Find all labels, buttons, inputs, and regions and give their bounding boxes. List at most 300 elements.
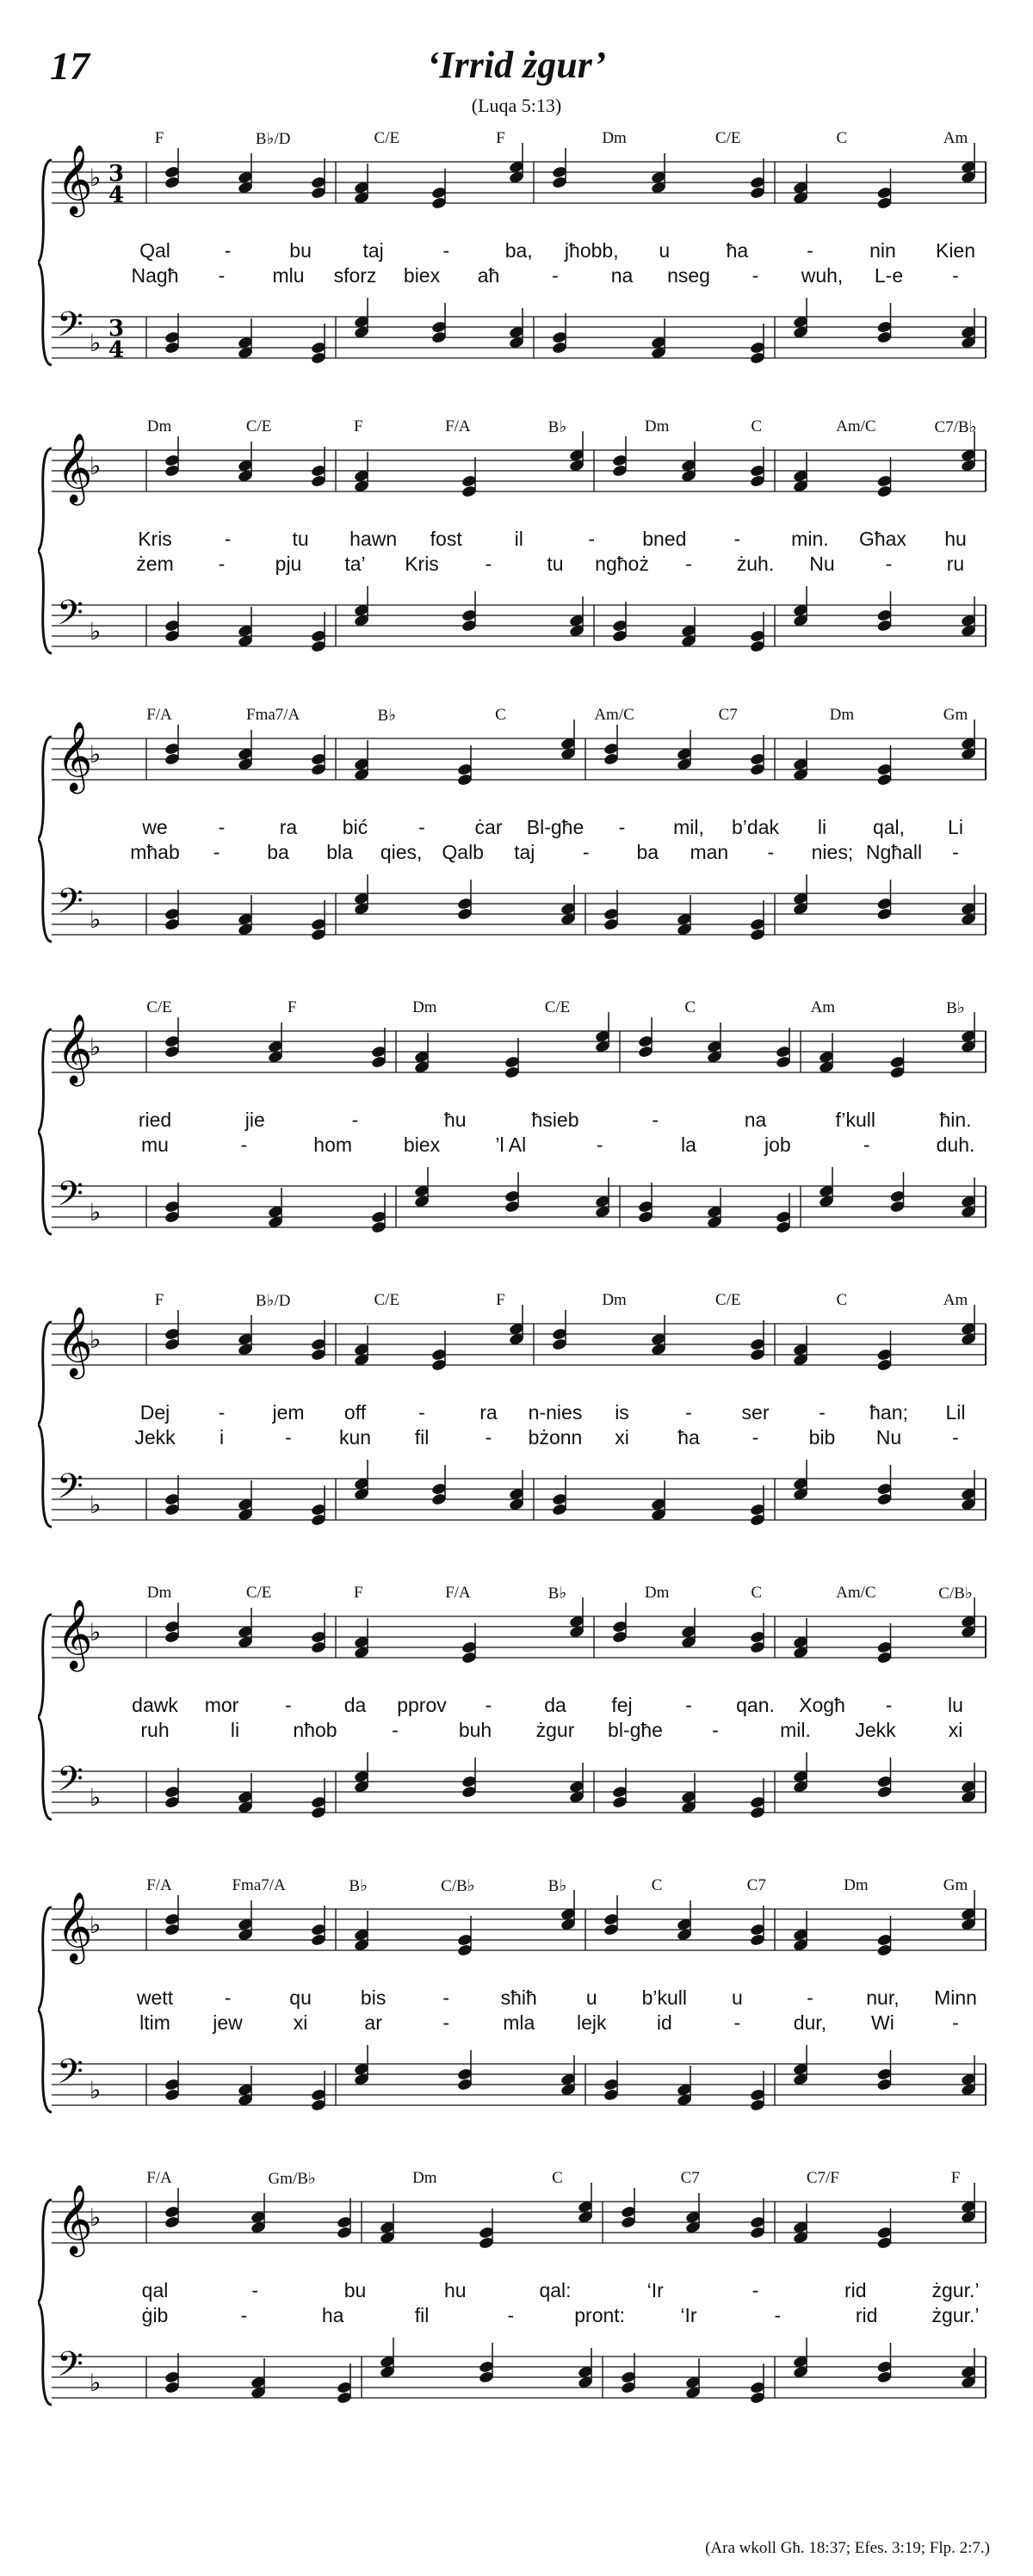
lyric-verse-1: - <box>351 1109 359 1131</box>
lyric-verse-2: - <box>218 553 226 575</box>
lyric-verse-2: Kris <box>405 553 439 575</box>
lyric-verse-2: ba <box>636 841 659 863</box>
lyric-verse-2: - <box>774 2304 782 2326</box>
chord-symbol: Am <box>943 129 968 147</box>
lyric-verse-2: jew <box>213 2011 243 2034</box>
lyric-verse-1: bned <box>642 528 687 550</box>
chord-symbol: C/B♭ <box>441 1877 475 1895</box>
music-system <box>0 417 1033 710</box>
chord-symbol: Dm <box>146 417 172 436</box>
lyric-verse-2: Wi <box>871 2011 894 2034</box>
lyric-verse-2: ġib <box>141 2304 169 2326</box>
lyric-verse-2: żuh. <box>736 553 775 575</box>
lyric-verse-2: ruh <box>140 1719 170 1741</box>
lyric-verse-1: u <box>585 1986 597 2009</box>
lyric-verse-2: qies, <box>380 841 423 863</box>
lyric-verse-1: - <box>819 1401 826 1424</box>
chord-symbol: B♭/D <box>255 1292 291 1310</box>
lyric-verse-1: we <box>142 816 168 838</box>
lyric-verse-1: bu <box>289 239 312 262</box>
time-signature-bottom: 4 <box>108 182 125 208</box>
lyric-verse-1: li <box>817 816 827 838</box>
chord-symbol: C/E <box>544 998 571 1016</box>
lyric-verse-1: ċar <box>474 816 503 838</box>
chord-symbol: C7/B♭ <box>934 418 977 436</box>
chord-symbol: Fma7/A <box>246 706 300 724</box>
lyric-verse-1: - <box>685 1401 692 1424</box>
treble-staff <box>52 1891 990 1961</box>
chord-symbol: Fma7/A <box>232 1876 286 1894</box>
lyric-verse-2: - <box>240 1134 248 1156</box>
bass-clef-icon: 𝄢 <box>57 2052 84 2100</box>
key-signature-flat-icon: ♭ <box>90 1491 102 1519</box>
lyric-verse-2: wuh, <box>801 264 844 287</box>
lyric-verse-2: job <box>764 1134 791 1156</box>
treble-clef-icon: 𝄞 <box>57 1306 93 1376</box>
lyric-verse-1: pprov <box>397 1694 447 1716</box>
lyric-verse-2: L-e <box>874 264 904 287</box>
lyric-verse-1: - <box>652 1109 659 1131</box>
chord-symbol: B♭ <box>547 418 567 436</box>
lyric-verse-2: xi <box>293 2011 308 2034</box>
lyric-verse-1: - <box>224 528 232 550</box>
bass-clef-icon: 𝄢 <box>57 1467 84 1515</box>
time-signature-top: 3 <box>108 161 125 187</box>
lyric-verse-1: dawk <box>132 1694 178 1716</box>
chord-symbol: Dm <box>844 1876 869 1894</box>
lyric-verse-1: ra <box>479 1401 498 1424</box>
chord-symbol: C/E <box>146 998 172 1016</box>
lyric-verse-2: - <box>712 1719 719 1741</box>
lyric-verse-2: ta’ <box>344 553 366 575</box>
time-signature-top: 3 <box>108 316 125 342</box>
chord-symbol: B♭ <box>377 707 397 725</box>
lyric-verse-1: hu <box>944 528 967 550</box>
lyric-verse-1: - <box>588 528 596 550</box>
lyric-verse-2: ru <box>946 553 965 575</box>
treble-staff <box>52 144 990 214</box>
treble-clef-icon: 𝄞 <box>57 2184 93 2254</box>
lyric-verse-1: - <box>218 816 226 838</box>
hymn-number: 17 <box>50 44 90 88</box>
chord-symbol: C/E <box>714 129 741 147</box>
lyric-verse-2: taj <box>514 841 535 863</box>
lyric-verse-2: id <box>656 2011 672 2034</box>
lyric-verse-1: u <box>659 239 671 262</box>
chord-symbol: C7 <box>680 2169 700 2187</box>
chord-symbol: B♭ <box>349 1877 368 1895</box>
lyric-verse-1: lu <box>948 1694 963 1716</box>
chord-symbol: F/A <box>146 706 172 724</box>
lyric-verse-1: ba, <box>504 239 533 262</box>
lyric-verse-2: ngħoż <box>595 553 649 575</box>
lyric-verse-1: na <box>744 1109 767 1131</box>
lyric-verse-1: rid <box>844 2279 867 2301</box>
bass-staff <box>52 1467 990 1530</box>
bass-clef-icon: 𝄢 <box>57 1174 84 1222</box>
chord-symbol: F/A <box>445 1584 471 1602</box>
bass-clef-icon: 𝄢 <box>57 881 84 930</box>
chord-symbol: Dm <box>412 2169 437 2187</box>
music-system <box>0 1291 1033 1584</box>
bass-clef-icon: 𝄢 <box>57 1759 84 1807</box>
lyric-verse-2: Jekk <box>134 1426 176 1449</box>
lyric-verse-2: nseg <box>667 264 710 287</box>
lyric-verse-2: pju <box>275 553 302 575</box>
key-signature-flat-icon: ♭ <box>90 905 102 934</box>
lyric-verse-1: ‘Ir <box>646 2279 664 2301</box>
scripture-reference: (Luqa 5:13) <box>471 95 562 116</box>
lyric-verse-1: Dej <box>139 1401 170 1424</box>
chord-symbol: Am <box>810 998 836 1016</box>
time-signature-bottom: 4 <box>108 337 125 363</box>
lyric-verse-1: - <box>807 239 813 262</box>
lyric-verse-1: u <box>731 1986 743 2009</box>
lyric-verse-1: Minn <box>934 1986 977 2009</box>
lyric-verse-1: il <box>514 528 523 550</box>
lyric-verse-1: - <box>807 1986 813 2009</box>
music-system <box>0 706 1033 998</box>
lyric-verse-1: bić <box>342 816 368 838</box>
chord-symbol: Gm/B♭ <box>268 2170 316 2188</box>
key-signature-flat-icon: ♭ <box>90 740 102 769</box>
lyric-verse-2: - <box>442 2011 450 2034</box>
lyric-verse-2: - <box>952 2011 959 2034</box>
chord-symbol: Am <box>943 1291 968 1309</box>
chord-symbol: Gm <box>943 1876 968 1894</box>
lyric-verse-1: b’kull <box>641 1986 688 2009</box>
lyric-verse-2: - <box>507 2304 515 2326</box>
chord-symbol: Dm <box>602 129 627 147</box>
chord-symbol: F/A <box>445 417 471 436</box>
music-system <box>0 129 1033 422</box>
lyric-verse-2: biex <box>403 264 441 287</box>
chord-symbol: B♭ <box>547 1877 567 1895</box>
lyric-verse-2: dur, <box>793 2011 827 2034</box>
lyric-verse-1: - <box>733 528 741 550</box>
chord-symbol: B♭ <box>946 999 965 1017</box>
lyric-verse-1: - <box>285 1694 292 1716</box>
lyric-verse-1: fost <box>430 528 462 550</box>
lyric-verse-1: - <box>442 239 450 262</box>
treble-clef-icon: 𝄞 <box>57 1013 93 1084</box>
lyric-verse-2: - <box>952 1426 959 1449</box>
chord-symbol: B♭/D <box>255 130 291 148</box>
lyric-verse-1: ħin. <box>939 1109 972 1131</box>
treble-staff <box>52 1306 990 1376</box>
lyric-verse-2: - <box>767 841 775 863</box>
lyric-verse-1: - <box>442 1986 450 2009</box>
lyric-verse-2: - <box>285 1426 292 1449</box>
lyric-verse-2: bl-għe <box>608 1719 663 1741</box>
lyric-verse-2: xi <box>615 1426 629 1449</box>
lyric-verse-1: is <box>615 1401 629 1424</box>
lyric-verse-1: bu <box>343 2279 367 2301</box>
chord-symbol: C7 <box>746 1876 766 1894</box>
lyric-verse-1: da <box>544 1694 566 1716</box>
lyric-verse-1: qal, <box>872 816 906 838</box>
chord-symbol: C <box>836 1291 848 1309</box>
lyric-verse-2: Nagħ <box>131 264 179 287</box>
lyric-verse-2: la <box>681 1134 696 1156</box>
bass-staff <box>52 305 990 368</box>
chord-symbol: F <box>353 417 363 436</box>
key-signature-flat-icon: ♭ <box>90 2369 102 2397</box>
chord-symbol: F <box>950 2169 961 2187</box>
chord-symbol: Dm <box>602 1291 627 1309</box>
lyric-verse-1: qu <box>289 1986 312 2009</box>
treble-staff <box>52 432 990 503</box>
lyric-verse-2: - <box>885 553 893 575</box>
music-system <box>0 2169 1033 2462</box>
lyric-verse-1: qal: <box>539 2279 572 2301</box>
lyric-verse-1: Li <box>948 816 963 838</box>
key-signature-flat-icon: ♭ <box>90 1325 102 1354</box>
lyric-verse-1: Kien <box>935 239 976 262</box>
lyric-verse-1: Bl-għe <box>526 816 585 838</box>
lyric-verse-1: sħiħ <box>500 1986 537 2009</box>
key-signature-flat-icon: ♭ <box>90 1911 102 1939</box>
chord-symbol: C7 <box>718 706 738 724</box>
lyric-verse-2: - <box>218 264 226 287</box>
lyric-verse-2: tu <box>547 553 564 575</box>
chord-symbol: C <box>684 998 696 1016</box>
treble-staff <box>52 1013 990 1084</box>
key-signature-flat-icon: ♭ <box>90 1198 102 1226</box>
key-signature-flat-icon: ♭ <box>90 2076 102 2104</box>
chord-symbol: Dm <box>829 706 855 724</box>
chord-symbol: F <box>154 129 164 147</box>
treble-staff <box>52 2184 990 2254</box>
lyric-verse-2: biex <box>403 1134 441 1156</box>
lyric-verse-2: buh <box>458 1719 492 1741</box>
lyric-verse-2: fil <box>414 2304 430 2326</box>
lyric-verse-2: Qalb <box>442 841 484 863</box>
lyric-verse-2: - <box>752 1426 759 1449</box>
lyric-verse-2: Jekk <box>855 1719 896 1741</box>
lyric-verse-1: hawn <box>349 528 398 550</box>
chord-symbol: B♭ <box>547 1585 567 1603</box>
key-signature-flat-icon: ♭ <box>90 2203 102 2232</box>
lyric-verse-1: ħu <box>443 1109 467 1131</box>
lyric-verse-2: i <box>219 1426 225 1449</box>
lyric-verse-1: nin <box>869 239 896 262</box>
lyric-verse-1: - <box>618 816 626 838</box>
lyric-verse-2: - <box>392 1719 399 1741</box>
key-signature-flat-icon: ♭ <box>90 1783 102 1812</box>
lyric-verse-2: - <box>582 841 590 863</box>
lyric-verse-2: xi <box>948 1719 963 1741</box>
lyric-verse-2: mu <box>141 1134 169 1156</box>
lyric-verse-2: Nu <box>809 553 835 575</box>
lyric-verse-1: - <box>418 1401 425 1424</box>
lyric-verse-1: qal <box>141 2279 169 2301</box>
lyric-verse-2: - <box>213 841 220 863</box>
lyric-verse-2: - <box>685 553 692 575</box>
footer-reference: (Ara wkoll Għ. 18:37; Efes. 3:19; Flp. 2:7.) <box>705 2539 990 2557</box>
chord-symbol: Gm <box>943 706 968 724</box>
lyric-verse-1: ħsieb <box>531 1109 579 1131</box>
bass-staff <box>52 881 990 945</box>
chord-symbol: Dm <box>412 998 437 1016</box>
chord-symbol: C/E <box>374 1291 400 1309</box>
lyric-verse-1: Għax <box>858 528 906 550</box>
treble-staff <box>52 720 990 791</box>
lyric-verse-1: min. <box>791 528 829 550</box>
lyric-verse-1: Kris <box>138 528 172 550</box>
lyric-verse-1: mil, <box>673 816 704 838</box>
lyric-verse-2: ar <box>364 2011 382 2034</box>
lyric-verse-1: Qal <box>139 239 170 262</box>
lyric-verse-1: - <box>485 1694 492 1716</box>
chord-symbol: Am/C <box>836 417 876 436</box>
lyric-verse-2: żgur <box>535 1719 575 1741</box>
lyric-verse-2: duh. <box>936 1134 975 1156</box>
lyric-verse-1: - <box>218 1401 226 1424</box>
lyric-verse-1: - <box>685 1694 692 1716</box>
bass-staff <box>52 1174 990 1238</box>
lyric-verse-1: żgur.’ <box>931 2279 980 2301</box>
bass-clef-icon: 𝄢 <box>57 305 84 353</box>
treble-clef-icon: 𝄞 <box>57 432 93 503</box>
bass-staff <box>52 2344 990 2408</box>
lyric-verse-2: żgur.’ <box>931 2304 980 2326</box>
chord-symbol: C <box>651 1876 663 1894</box>
lyric-verse-1: - <box>418 816 425 838</box>
lyric-verse-2: man <box>690 841 729 863</box>
lyric-verse-2: - <box>733 2011 741 2034</box>
lyric-verse-2: ba <box>267 841 289 863</box>
lyric-verse-2: ‘Ir <box>680 2304 697 2326</box>
chord-symbol: Am/C <box>594 706 634 724</box>
lyric-verse-2: bib <box>808 1426 836 1449</box>
lyric-verse-2: ħa <box>677 1426 700 1449</box>
lyric-verse-1: - <box>251 2279 259 2301</box>
music-system <box>0 1876 1033 2169</box>
lyric-verse-2: nies; <box>811 841 854 863</box>
chord-symbol: C <box>751 1584 763 1602</box>
music-system <box>0 998 1033 1291</box>
lyric-verse-2: rid <box>855 2304 878 2326</box>
bass-clef-icon: 𝄢 <box>57 593 84 641</box>
lyric-verse-2: hom <box>313 1134 353 1156</box>
bass-staff <box>52 2052 990 2116</box>
chord-symbol: F/A <box>146 2169 172 2187</box>
lyric-verse-1: fej <box>611 1694 633 1716</box>
lyric-verse-1: bis <box>360 1986 387 2009</box>
lyric-verse-1: da <box>343 1694 367 1716</box>
hymn-title: ‘Irrid żgur’ <box>426 44 607 86</box>
lyric-verse-1: mor <box>204 1694 239 1716</box>
chord-symbol: C/B♭ <box>938 1585 973 1603</box>
chord-symbol: F/A <box>146 1876 172 1894</box>
key-signature-flat-icon: ♭ <box>90 329 102 357</box>
lyric-verse-1: b’dak <box>732 816 779 838</box>
key-signature-flat-icon: ♭ <box>90 1033 102 1061</box>
lyric-verse-2: mħab <box>130 841 180 863</box>
chord-symbol: C <box>751 417 763 436</box>
chord-symbol: F <box>353 1584 363 1602</box>
lyric-verse-2: - <box>952 841 959 863</box>
lyric-verse-2: bżonn <box>528 1426 583 1449</box>
lyric-verse-2: lejk <box>577 2011 607 2034</box>
lyric-verse-2: żem <box>136 553 174 575</box>
lyric-verse-2: pront: <box>574 2304 626 2326</box>
key-signature-flat-icon: ♭ <box>90 164 102 192</box>
chord-symbol: F <box>496 1291 505 1309</box>
lyric-verse-2: - <box>485 553 492 575</box>
chord-symbol: C/E <box>245 417 272 436</box>
lyric-verse-1: ħan; <box>869 1401 908 1424</box>
lyric-verse-1: ra <box>279 816 298 838</box>
lyric-verse-1: ried <box>138 1109 172 1131</box>
lyric-verse-1: taj <box>362 239 384 262</box>
lyric-verse-2: na <box>610 264 634 287</box>
lyric-verse-1: ħa <box>726 239 749 262</box>
lyric-verse-1: tu <box>292 528 309 550</box>
chord-symbol: Dm <box>644 1584 670 1602</box>
chord-symbol: C <box>495 706 506 724</box>
lyric-verse-2: - <box>552 264 559 287</box>
lyric-verse-2: fil <box>414 1426 430 1449</box>
lyric-verse-2: mlu <box>272 264 305 287</box>
key-signature-flat-icon: ♭ <box>90 452 102 480</box>
chord-symbol: C <box>552 2169 563 2187</box>
chord-symbol: F <box>154 1291 164 1309</box>
lyric-verse-2: kun <box>338 1426 372 1449</box>
lyric-verse-2: - <box>752 264 759 287</box>
lyric-verse-2: - <box>485 1426 492 1449</box>
music-system <box>0 1584 1033 1876</box>
lyric-verse-1: wett <box>136 1986 174 2009</box>
lyric-verse-2: ’l Al <box>495 1134 527 1156</box>
chord-symbol: F <box>496 129 505 147</box>
treble-clef-icon: 𝄞 <box>57 144 93 214</box>
chord-symbol: F <box>287 998 297 1016</box>
lyric-verse-2: sforz <box>333 264 377 287</box>
lyric-verse-2: - <box>863 1134 870 1156</box>
lyric-verse-1: hu <box>443 2279 467 2301</box>
lyric-verse-1: - <box>224 239 232 262</box>
lyric-verse-2: - <box>240 2304 248 2326</box>
lyric-verse-1: nur, <box>866 1986 900 2009</box>
chord-symbol: C/E <box>245 1584 272 1602</box>
chord-symbol: C <box>836 129 848 147</box>
key-signature-flat-icon: ♭ <box>90 1618 102 1646</box>
bass-staff <box>52 1759 990 1823</box>
lyric-verse-2: ltim <box>139 2011 170 2034</box>
chord-symbol: C/E <box>374 129 400 147</box>
lyric-verse-2: nħob <box>293 1719 337 1741</box>
chord-symbol: Dm <box>146 1584 172 1602</box>
lyric-verse-1: jħobb, <box>564 239 619 262</box>
chord-symbol: Am/C <box>836 1584 876 1602</box>
lyric-verse-1: n-nies <box>528 1401 583 1424</box>
lyric-verse-1: f’kull <box>835 1109 875 1131</box>
treble-clef-icon: 𝄞 <box>57 720 93 791</box>
lyric-verse-2: aħ <box>477 264 500 287</box>
chord-symbol: C7/F <box>806 2169 839 2187</box>
treble-clef-icon: 𝄞 <box>57 1598 93 1669</box>
lyric-verse-1: ser <box>741 1401 770 1424</box>
bass-staff <box>52 593 990 657</box>
treble-clef-icon: 𝄞 <box>57 1891 93 1961</box>
lyric-verse-1: - <box>224 1986 232 2009</box>
lyric-verse-2: - <box>952 264 959 287</box>
lyric-verse-2: mil. <box>780 1719 811 1741</box>
lyric-verse-1: qan. <box>736 1694 775 1716</box>
lyric-verse-2: bla <box>326 841 353 863</box>
